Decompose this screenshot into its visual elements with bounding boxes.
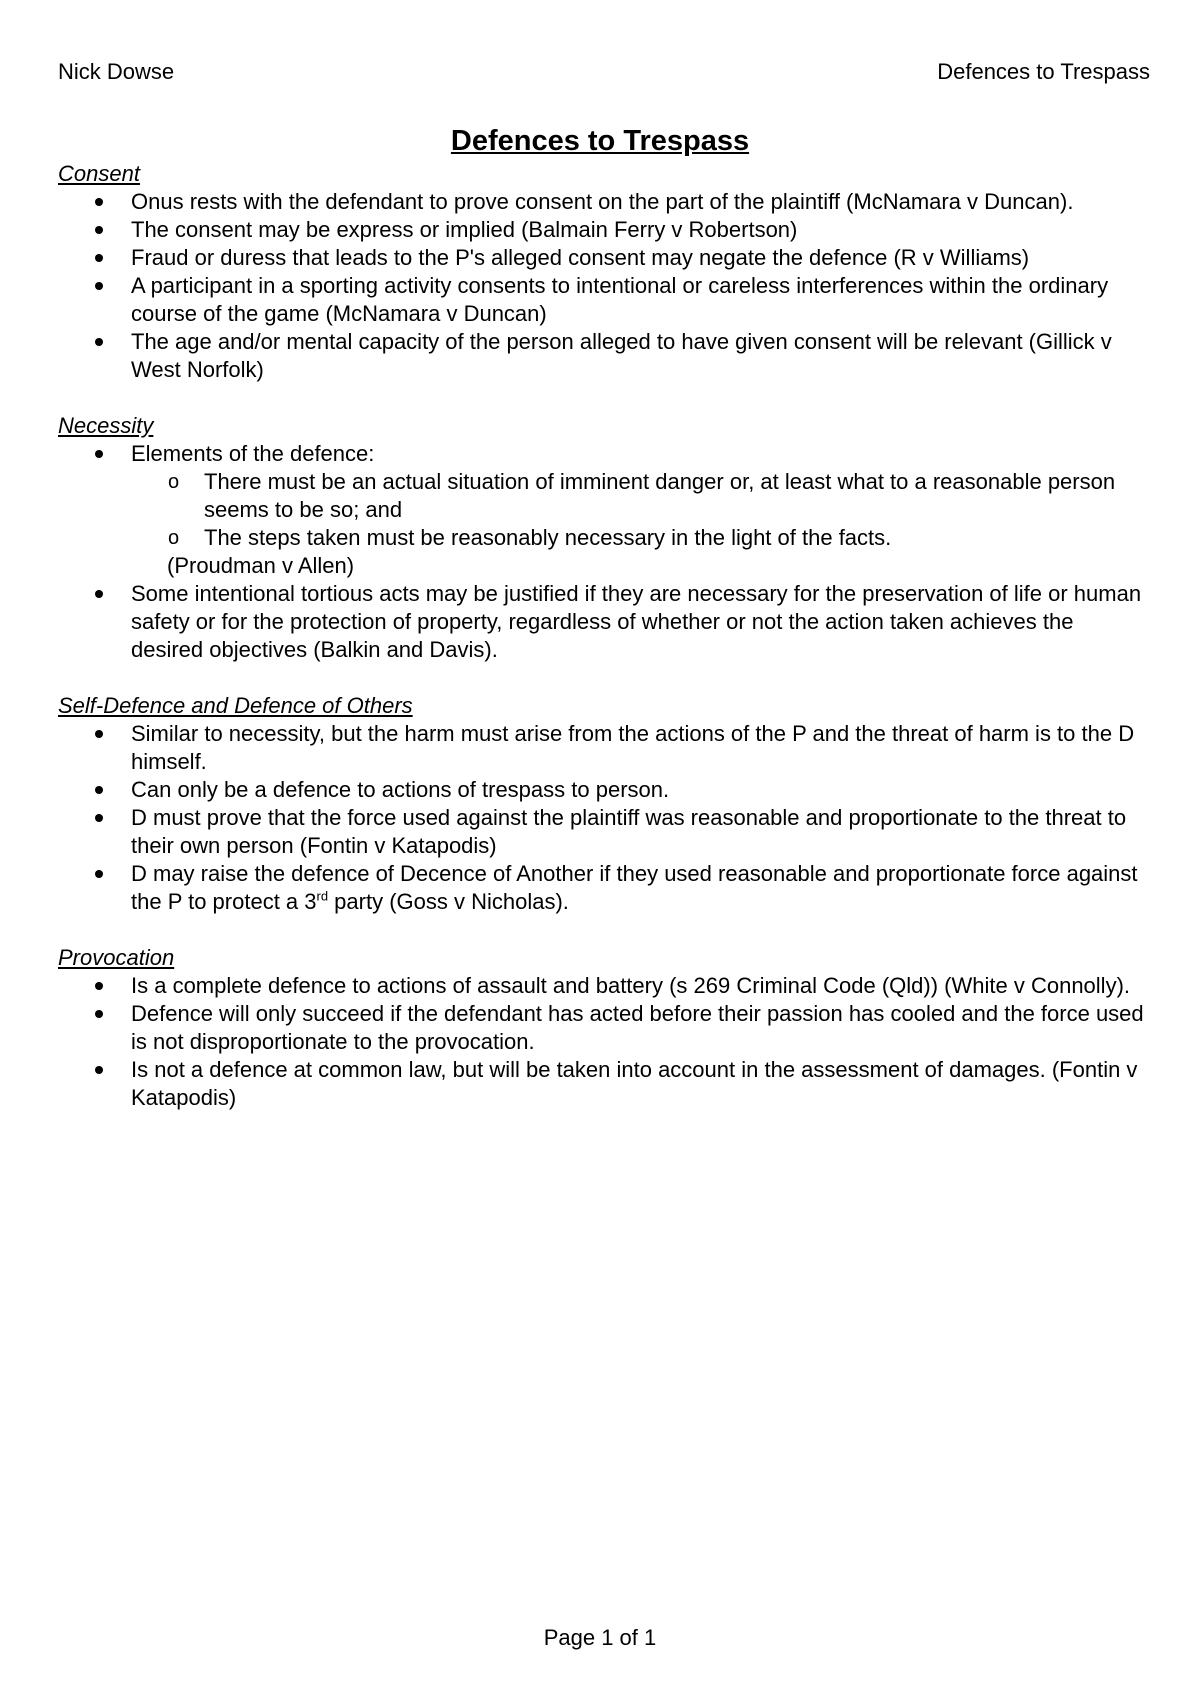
page-footer: Page 1 of 1 [543,1625,657,1650]
bullet-icon [95,338,103,346]
list-item: Is not a defence at common law, but will be taken into account in the assessment of damages. (Fontin v Katapodis) [58,1056,1148,1112]
list-item: Can only be a defence to actions of trespass to person. [58,776,1148,804]
section-consent [58,160,1148,384]
bullet-icon [95,282,103,290]
header-document-title: Defences to Trespass [937,59,1150,84]
document-body [58,160,1148,1140]
section-heading: Self-Defence and Defence of Others [58,693,413,718]
bullet-icon [95,254,103,262]
list-item: Similar to necessity, but the harm must arise from the actions of the P and the threat of harm is to the D himself. [58,720,1148,776]
section-self-defence [58,692,1148,916]
header-author: Nick Dowse [58,59,175,84]
section-heading: Necessity [58,413,154,438]
page-title: Defences to Trespass [450,125,750,157]
bullet-icon [95,226,103,234]
section-heading: Provocation [58,945,175,970]
list-item: D must prove that the force used against the plaintiff was reasonable and proportionate to the threat to their own person (Fontin v Katapodis) [58,804,1148,860]
bullet-list [58,972,1148,1112]
bullet-list [58,720,1148,916]
list-item: The age and/or mental capacity of the person alleged to have given consent will be relevant (Gillick v West Norfolk) [58,328,1148,384]
list-item: Onus rests with the defendant to prove consent on the part of the plaintiff (McNamara v Duncan). [58,188,1148,216]
bullet-icon [95,1010,103,1018]
section-provocation [58,944,1148,1112]
bullet-icon [95,590,103,598]
list-item: D may raise the defence of Decence of Another if they used reasonable and proportionate force against the P to protect a 3rd party (Goss v Nicholas). [58,860,1148,916]
bullet-icon [95,730,103,738]
bullet-icon [95,450,103,458]
bullet-icon [95,198,103,206]
list-item: The consent may be express or implied (Balmain Ferry v Robertson) [58,216,1148,244]
sub-list-item: o The steps taken must be reasonably necessary in the light of the facts. [168,525,892,550]
case-citation: (Proudman v Allen) [167,553,355,578]
section-necessity [58,412,1148,664]
bullet-icon [95,982,103,990]
list-item: Fraud or duress that leads to the P's alleged consent may negate the defence (R v Williams) [58,244,1148,272]
sub-list [131,468,1148,552]
list-item: Elements of the defence: o There must be an actual situation of imminent danger or, at least what to a reasonable person seems to be so; and o The steps taken must be reasonably necessary in the light of the facts. (Proudman v Allen) [58,440,1148,580]
list-item: Defence will only succeed if the defendant has acted before their passion has cooled and the force used is not disproportionate to the provocation. [58,1000,1148,1056]
ordinal-suffix: rd [316,888,329,904]
circle-bullet-icon: o [168,527,180,549]
section-heading: Consent [58,161,140,186]
list-item: Some intentional tortious acts may be justified if they are necessary for the preservation of life or human safety or for the protection of property, regardless of whether or not the action taken achieves the desired objectives (Balkin and Davis). [58,580,1148,664]
page-header [58,58,1150,86]
list-item: Is a complete defence to actions of assault and battery (s 269 Criminal Code (Qld)) (White v Connolly). [58,972,1148,1000]
bullet-icon [95,814,103,822]
bullet-icon [95,1066,103,1074]
bullet-list [58,440,1148,664]
circle-bullet-icon: o [168,471,180,493]
bullet-icon [95,786,103,794]
bullet-icon [95,870,103,878]
sub-list-item: o There must be an actual situation of imminent danger or, at least what to a reasonable person seems to be so; and [168,469,1116,522]
list-item: A participant in a sporting activity consents to intentional or careless interferences within the ordinary course of the game (McNamara v Duncan) [58,272,1148,328]
bullet-list [58,188,1148,384]
